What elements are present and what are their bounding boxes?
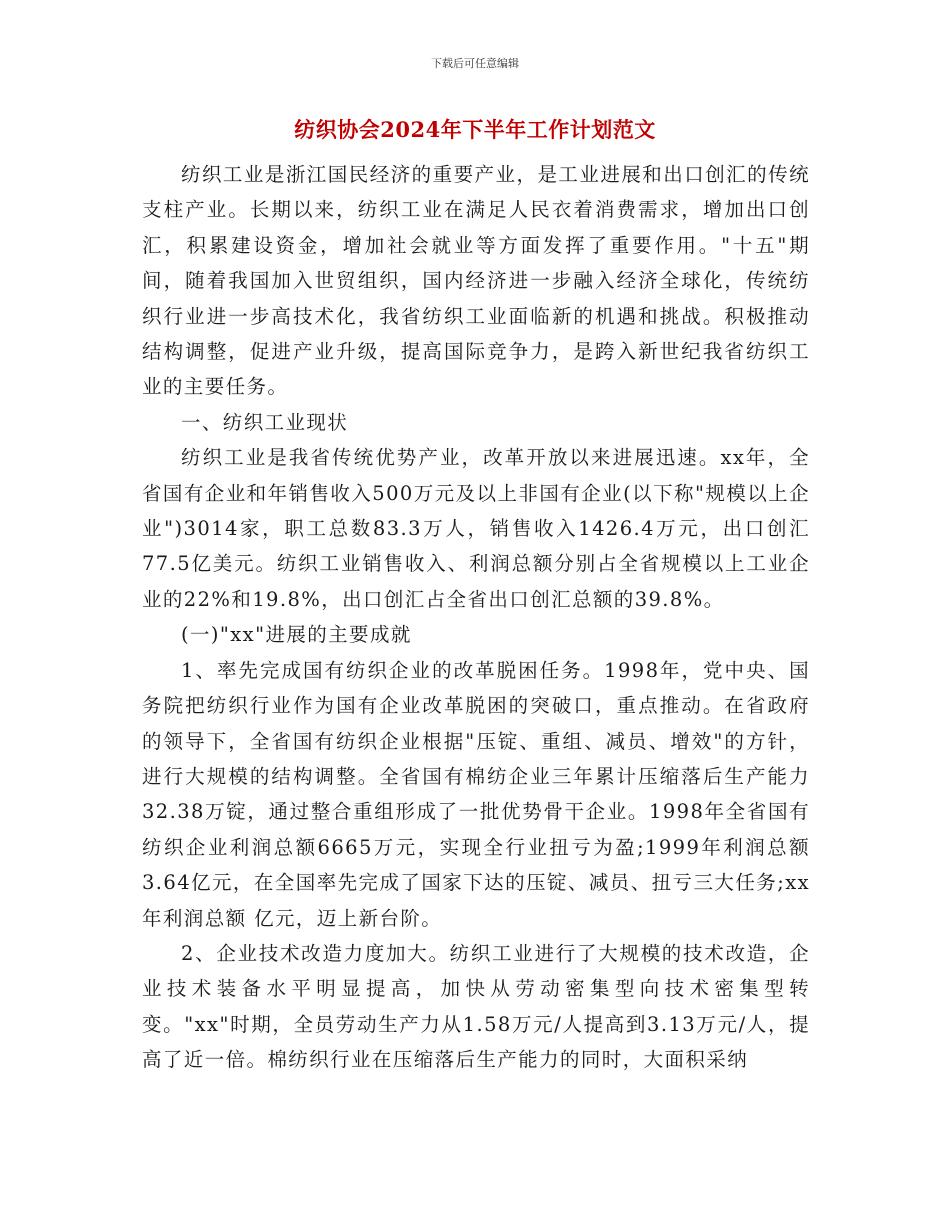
document-body	[142, 157, 810, 1078]
paragraph-achievement-1: 1、率先完成国有纺织企业的改革脱困任务。1998年，党中央、国务院把纺织行业作为国有企业改革脱困的突破口，重点推动。在省政府的领导下，全省国有纺织企业根据"压锭、重组、减员、增效"的方针，进行大规模的结构调整。全省国有棉纺企业三年累计压缩落后生产能力32.38万锭，通过整合重组形成了一批优势骨干企业。1998年全省国有纺织企业利润总额6665万元，实现全行业扭亏为盈;1999年利润总额3.64亿元，在全国率先完成了国家下达的压锭、减员、扭亏三大任务;xx年利润总额 亿元，迈上新台阶。	[142, 658, 810, 930]
subsection-heading-achievements: (一)"xx"进展的主要成就	[181, 623, 412, 647]
paragraph-intro: 纺织工业是浙江国民经济的重要产业，是工业进展和出口创汇的传统支柱产业。长期以来，纺织工业在满足人民衣着消费需求，增加出口创汇，积累建设资金，增加社会就业等方面发挥了重要作用。"十五"期间，随着我国加入世贸组织，国内经济进一步融入经济全球化，传统纺织行业进一步高技术化，我省纺织工业面临新的机遇和挑战。积极推动结构调整，促进产业升级，提高国际竞争力，是跨入新世纪我省纺织工业的主要任务。	[142, 163, 810, 399]
document-title: 纺织协会2024年下半年工作计划范文	[294, 117, 656, 142]
section-heading-status: 一、纺织工业现状	[181, 410, 349, 434]
paragraph-status: 纺织工业是我省传统优势产业，改革开放以来进展迅速。xx年，全省国有企业和年销售收入500万元及以上非国有企业(以下称"规模以上企业")3014家，职工总数83.3万人，销售收入1426.4万元，出口创汇77.5亿美元。纺织工业销售收入、利润总额分别占全省规模以上工业企业的22%和19.8%，出口创汇占全省出口创汇总额的39.8%。	[142, 446, 810, 611]
paragraph-achievement-2: 2、企业技术改造力度加大。纺织工业进行了大规模的技术改造，企业技术装备水平明显提高，加快从劳动密集型向技术密集型转变。"xx"时期，全员劳动生产力从1.58万元/人提高到3.13万元/人，提高了近一倍。棉纺织行业在压缩落后生产能力的同时，大面积采纳	[142, 941, 810, 1072]
header-note: 下载后可任意编辑	[431, 57, 519, 70]
